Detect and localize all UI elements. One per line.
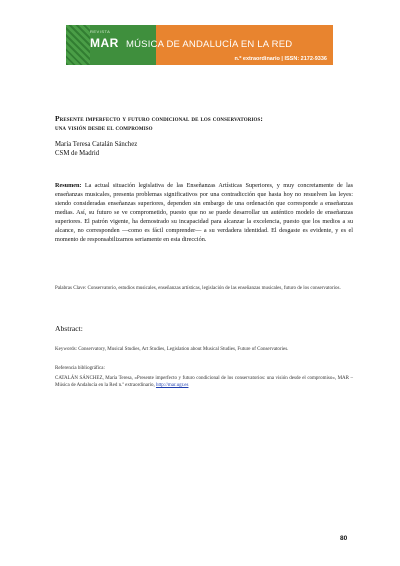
banner-pattern — [66, 25, 90, 65]
paper-title-line1: Presente imperfecto y futuro condicional de los conservatorios: — [55, 114, 263, 123]
paper-title-line2: una visión desde el compromiso — [55, 125, 153, 132]
abstract-text: La actual situación legislativa de las Enseñanzas Artísticas Superiores, y muy concretamente de las enseñanzas musicales, presenta problemas significativos por una contradicción que hasta hoy no resuelven las leyes: siendo consideradas enseñanzas superiores, dependen sin embargo de una ordenación que corresponde a enseñanzas medias. Así, su futuro se ve comprometido, puesto que no se puede desarrollar un auténtico modelo de enseñanzas superiores. El patrón vigente, ha demostrado su incapacidad para alcanzar la excelencia, puesto que los medios a su alcance, no corresponden —como es fácil comprender— a su verdadera identidad. El desgaste es evidente, y es el momento de responsabilizarnos seriamente en esta dirección. — [55, 182, 354, 243]
reference-heading: Referencia bibliográfica: — [55, 366, 105, 371]
paper-title — [55, 113, 345, 132]
keywords-english: Keywords: Conservatory, Musical Studies, Art Studies, Legislation about Musical Studies, Future of Conservatories. — [55, 347, 289, 352]
banner-issn: n.º extraordinario | ISSN: 2172-9336 — [234, 56, 327, 62]
abstract-spanish — [55, 181, 353, 244]
abstract-label: Resumen: — [55, 182, 82, 189]
reference-text: CATALÁN SÁNCHEZ, María Teresa, «Presente imperfecto y futuro condicional de los conservatorios: una visión desde el compromiso», MAR – Música de Andalucía en la Red n.º extraordinario, — [55, 376, 353, 388]
banner-logo-mar: MAR — [90, 36, 119, 50]
banner-small-text: REVISTA — [90, 29, 111, 34]
journal-banner — [66, 25, 333, 65]
abstract-english-label: Abstract: — [55, 324, 83, 333]
author-affiliation: CSM de Madrid — [55, 150, 100, 157]
banner-title: MÚSICA DE ANDALUCÍA EN LA RED — [126, 39, 293, 50]
reference-link[interactable]: http://mar.ugr.es — [155, 383, 189, 388]
author-name: María Teresa Catalán Sánchez — [55, 141, 138, 148]
reference-body — [55, 375, 353, 389]
keywords-spanish: Palabras Clave: Conservatorio, estudios musicales, enseñanzas artísticas, legislación de las enseñanzas musicales, futuro de los conservatorios. — [55, 286, 341, 291]
page-number: 80 — [340, 535, 348, 542]
